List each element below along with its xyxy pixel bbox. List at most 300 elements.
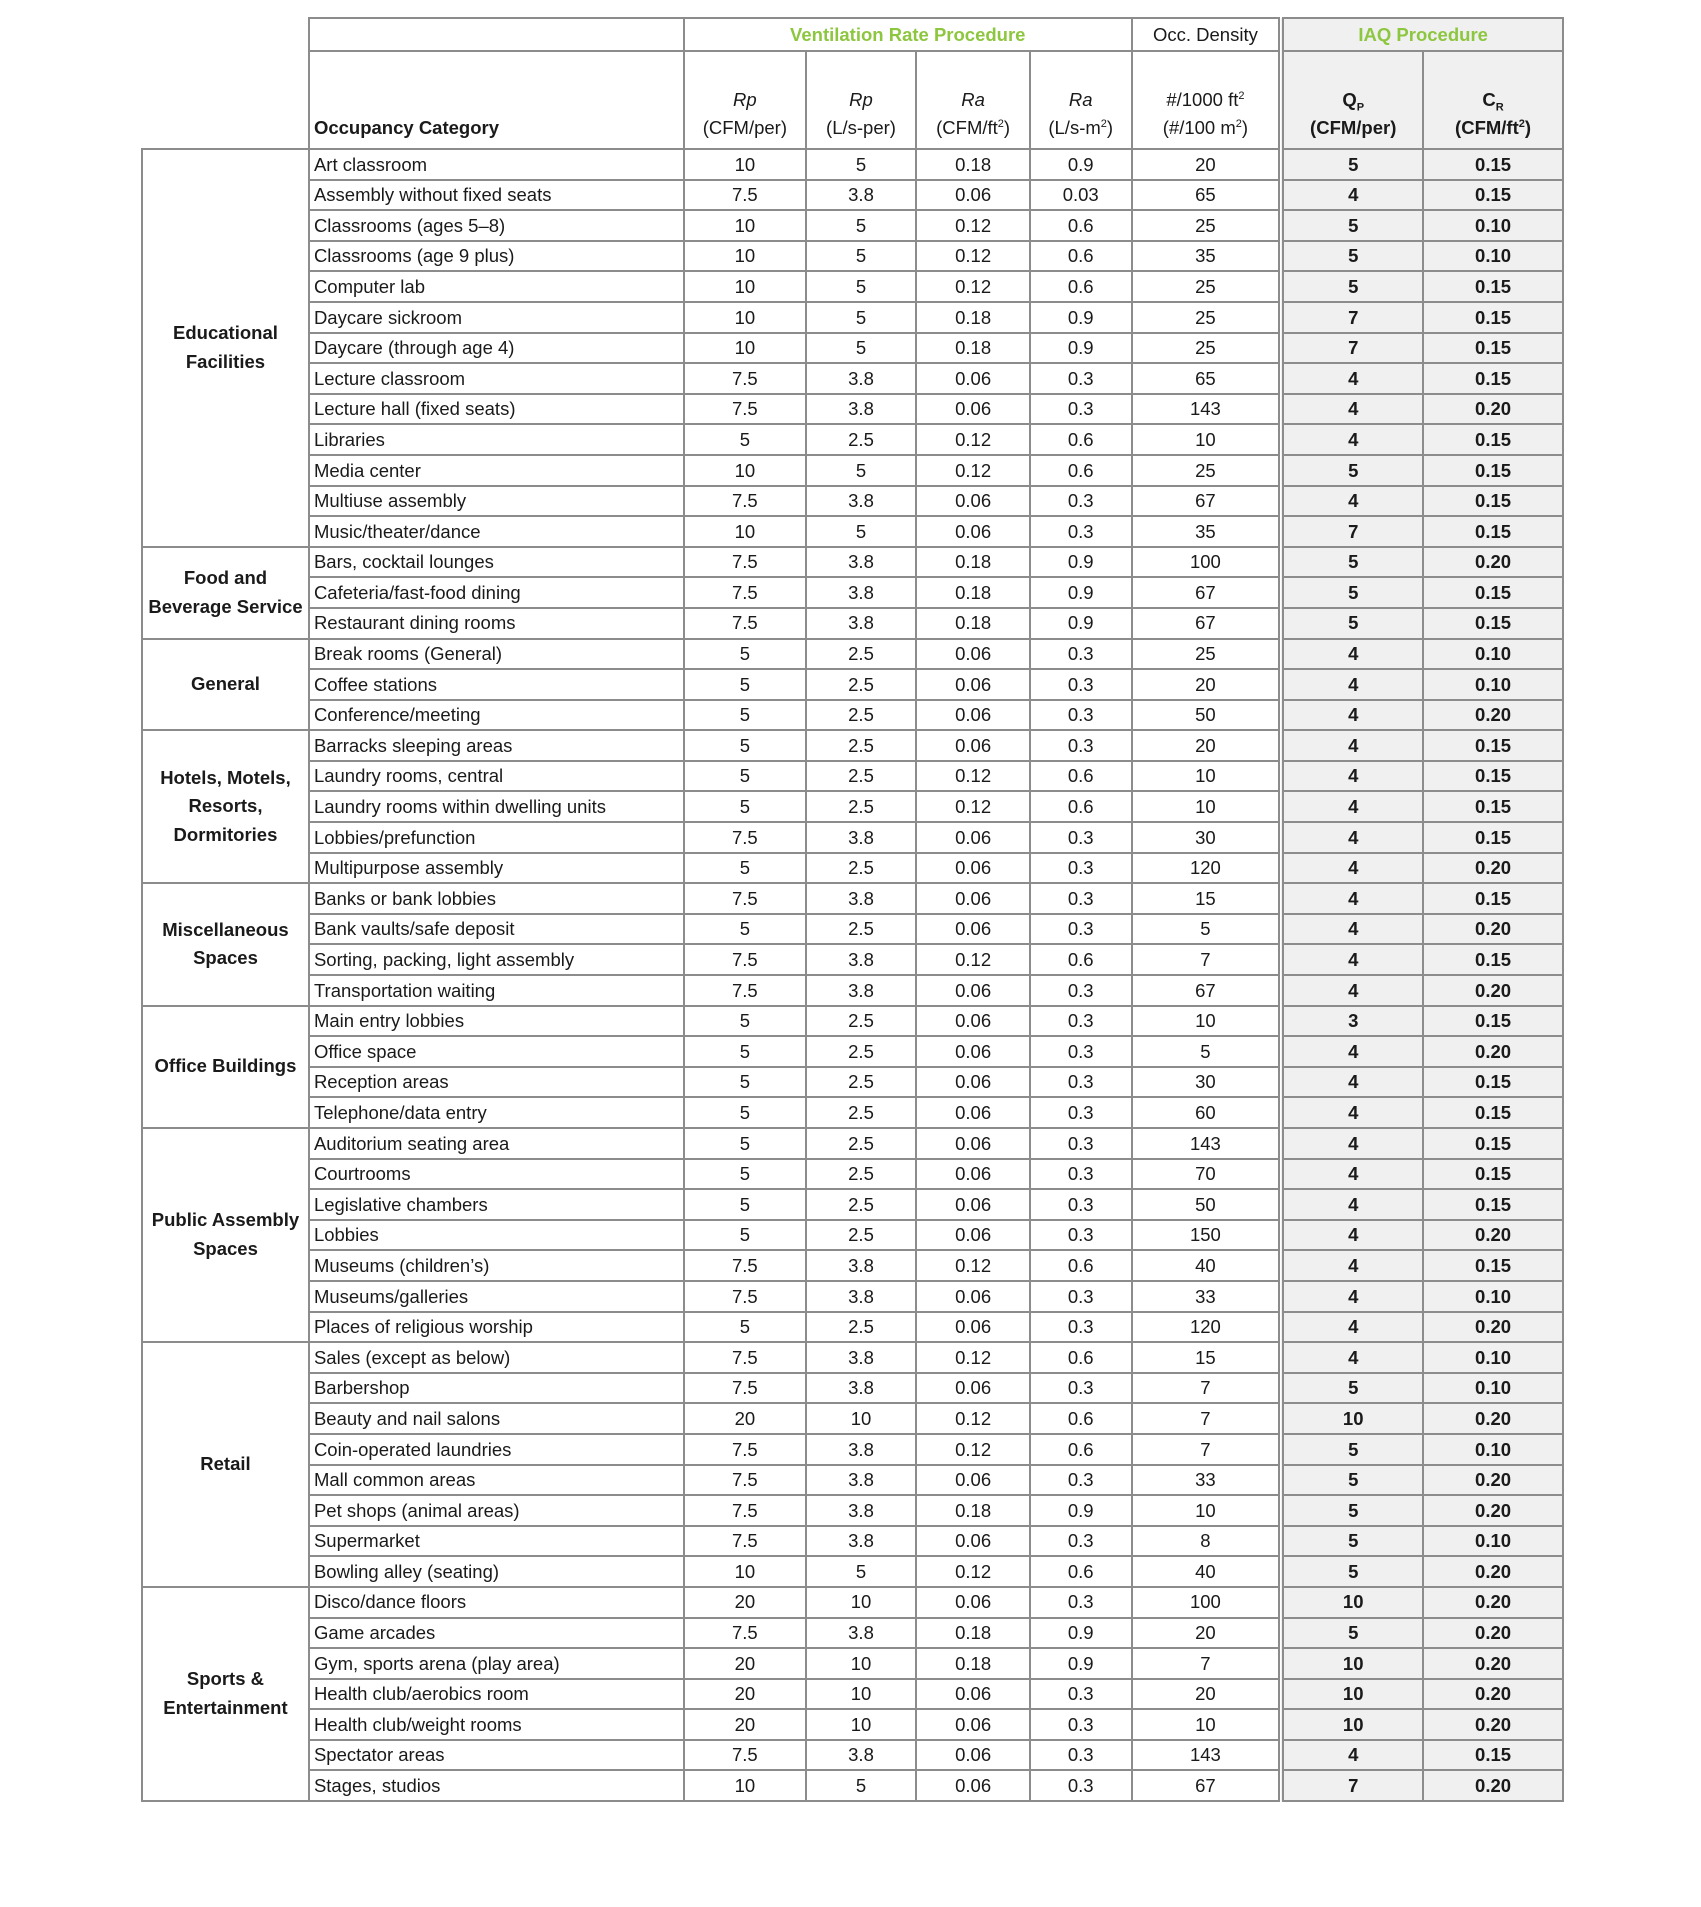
ra-ls-cell: 0.9: [1030, 302, 1132, 333]
ra-ls-cell: 0.3: [1030, 1373, 1132, 1404]
ra-ls-cell: 0.3: [1030, 975, 1132, 1006]
ra-cfm-cell: 0.06: [916, 1281, 1030, 1312]
rp-cfm-cell: 7.5: [684, 547, 806, 578]
ra-ls-cell: 0.3: [1030, 1067, 1132, 1098]
occupancy-name: Assembly without fixed seats: [309, 180, 684, 211]
rp-symbol: Rp: [733, 88, 757, 110]
occupancy-name: Museums (children’s): [309, 1250, 684, 1281]
qp-cell: 4: [1281, 853, 1423, 884]
density-cell: 10: [1132, 424, 1282, 455]
cr-tail: ): [1524, 117, 1532, 139]
ra-ls-cell: 0.3: [1030, 1036, 1132, 1067]
rp-cfm-cell: 10: [684, 210, 806, 241]
ra-cfm-cell: 0.12: [916, 210, 1030, 241]
qp-unit: (CFM/per): [1310, 117, 1397, 139]
cr-cell: 0.10: [1423, 210, 1563, 241]
rp-ls-cell: 3.8: [806, 822, 917, 853]
ra-ls-cell: 0.3: [1030, 486, 1132, 517]
table-row: [142, 333, 1563, 364]
qp-cell: 4: [1281, 1097, 1423, 1128]
table-row: [142, 1312, 1563, 1343]
occupancy-name: Lobbies/prefunction: [309, 822, 684, 853]
qp-cell: 4: [1281, 1036, 1423, 1067]
occupancy-category-header: Occupancy Category: [309, 51, 684, 149]
density-cell: 30: [1132, 822, 1282, 853]
category-group-label: Food and Beverage Service: [142, 547, 309, 639]
density-line2: (#/100 m: [1162, 117, 1236, 139]
occupancy-name: Laundry rooms, central: [309, 761, 684, 792]
occupancy-name: Restaurant dining rooms: [309, 608, 684, 639]
density-line2-sup: 2: [1235, 118, 1242, 131]
cr-cell: 0.10: [1423, 1373, 1563, 1404]
rp-ls-cell: 5: [806, 455, 917, 486]
table-row: [142, 1434, 1563, 1465]
rp-cfm-cell: 7.5: [684, 180, 806, 211]
qp-cell: 5: [1281, 241, 1423, 272]
occupancy-name: Gym, sports arena (play area): [309, 1648, 684, 1679]
qp-cell: 5: [1281, 547, 1423, 578]
qp-cell: 5: [1281, 1526, 1423, 1557]
cr-cell: 0.15: [1423, 424, 1563, 455]
qp-cell: 4: [1281, 700, 1423, 731]
rp-ls-cell: 5: [806, 333, 917, 364]
density-cell: 70: [1132, 1159, 1282, 1190]
rp-ls-cell: 10: [806, 1587, 917, 1618]
ra-ls-cell: 0.9: [1030, 1618, 1132, 1649]
qp-cell: 4: [1281, 975, 1423, 1006]
ra-ls-cell: 0.9: [1030, 608, 1132, 639]
ra-cfm-cell: 0.06: [916, 1770, 1030, 1801]
density-cell: 10: [1132, 1495, 1282, 1526]
occupancy-name: Art classroom: [309, 149, 684, 180]
rp-ls-cell: 3.8: [806, 1250, 917, 1281]
cr-cell: 0.20: [1423, 1036, 1563, 1067]
density-cell: 20: [1132, 1618, 1282, 1649]
ra-ls-cell: 0.3: [1030, 853, 1132, 884]
rp-cfm-cell: 5: [684, 1220, 806, 1251]
ra-symbol: Ra: [961, 88, 985, 110]
rp-cfm-cell: 10: [684, 241, 806, 272]
category-group-label: Office Buildings: [142, 1006, 309, 1128]
rp-ls-cell: 5: [806, 1770, 917, 1801]
qp-cell: 10: [1281, 1587, 1423, 1618]
table-row: [142, 975, 1563, 1006]
cr-cell: 0.15: [1423, 791, 1563, 822]
ra-cfm-cell: 0.12: [916, 455, 1030, 486]
ra-cfm-cell: 0.06: [916, 822, 1030, 853]
table-row: [142, 1618, 1563, 1649]
blank-corner: [142, 18, 309, 149]
category-group-label: Retail: [142, 1342, 309, 1587]
occupancy-name: Coffee stations: [309, 669, 684, 700]
table-row: [142, 1189, 1563, 1220]
ra-ls-cell: 0.3: [1030, 394, 1132, 425]
rp-ls-cell: 3.8: [806, 1281, 917, 1312]
rp-ls-cell: 2.5: [806, 669, 917, 700]
table-row: [142, 1709, 1563, 1740]
cr-cell: 0.15: [1423, 1006, 1563, 1037]
ra-ls-cell: 0.3: [1030, 822, 1132, 853]
rp-ls-cell: 10: [806, 1403, 917, 1434]
occupancy-name: Libraries: [309, 424, 684, 455]
density-cell: 7: [1132, 1403, 1282, 1434]
qp-cell: 4: [1281, 914, 1423, 945]
ra-ls-tail: ): [1106, 117, 1114, 139]
ra-ls-cell: 0.6: [1030, 271, 1132, 302]
qp-cell: 4: [1281, 486, 1423, 517]
ra-cfm-cell: 0.06: [916, 1159, 1030, 1190]
occupancy-name: Bowling alley (seating): [309, 1556, 684, 1587]
density-cell: 7: [1132, 1434, 1282, 1465]
qp-cell: 4: [1281, 791, 1423, 822]
ra-cfm-cell: 0.12: [916, 1556, 1030, 1587]
cr-cell: 0.20: [1423, 1709, 1563, 1740]
density-cell: 10: [1132, 791, 1282, 822]
qp-cell: 4: [1281, 822, 1423, 853]
rp-ls-cell: 3.8: [806, 1495, 917, 1526]
rp-cfm-cell: 5: [684, 730, 806, 761]
density-cell: 33: [1132, 1281, 1282, 1312]
ra-cfm-cell: 0.06: [916, 1312, 1030, 1343]
rp-cfm-cell: 7.5: [684, 363, 806, 394]
ra-ls-cell: 0.3: [1030, 1587, 1132, 1618]
rp-ls-cell: 3.8: [806, 975, 917, 1006]
occupancy-name: Lecture hall (fixed seats): [309, 394, 684, 425]
qp-cell: 4: [1281, 1250, 1423, 1281]
cr-cell: 0.15: [1423, 1097, 1563, 1128]
density-cell: 33: [1132, 1465, 1282, 1496]
category-group-label: Miscellaneous Spaces: [142, 883, 309, 1005]
rp-cfm-cell: 5: [684, 1036, 806, 1067]
ra-symbol: Ra: [1068, 88, 1093, 110]
ra-cfm-cell: 0.06: [916, 1036, 1030, 1067]
density-cell: 67: [1132, 608, 1282, 639]
density-cell: 25: [1132, 210, 1282, 241]
qp-cell: 4: [1281, 944, 1423, 975]
ra-cfm-cell: 0.06: [916, 1220, 1030, 1251]
density-cell: 15: [1132, 1342, 1282, 1373]
rp-cfm-cell: 10: [684, 302, 806, 333]
density-cell: 7: [1132, 1648, 1282, 1679]
occupancy-name: Bars, cocktail lounges: [309, 547, 684, 578]
table-row: [142, 791, 1563, 822]
qp-cell: 5: [1281, 210, 1423, 241]
table-row: [142, 1373, 1563, 1404]
ra-ls-cell: 0.3: [1030, 914, 1132, 945]
ra-cfm-tail: ): [1003, 117, 1011, 139]
density-cell: 60: [1132, 1097, 1282, 1128]
occupancy-name: Museums/galleries: [309, 1281, 684, 1312]
ra-ls-cell: 0.6: [1030, 210, 1132, 241]
rp-ls-cell: 3.8: [806, 944, 917, 975]
table-row: [142, 241, 1563, 272]
ra-ls-cell: 0.3: [1030, 639, 1132, 670]
cr-header: [1423, 51, 1563, 149]
ra-cfm-sup: 2: [997, 118, 1004, 131]
density-cell: 20: [1132, 669, 1282, 700]
cr-cell: 0.15: [1423, 1740, 1563, 1771]
table-row: [142, 1465, 1563, 1496]
occupancy-name: Break rooms (General): [309, 639, 684, 670]
ra-cfm-cell: 0.06: [916, 853, 1030, 884]
table-row: [142, 1128, 1563, 1159]
ra-cfm-cell: 0.06: [916, 1679, 1030, 1710]
cr-cell: 0.15: [1423, 1128, 1563, 1159]
table-row: [142, 302, 1563, 333]
ra-cfm-cell: 0.06: [916, 1067, 1030, 1098]
ra-cfm-cell: 0.06: [916, 914, 1030, 945]
cr-sup: 2: [1518, 118, 1525, 131]
cr-cell: 0.10: [1423, 1281, 1563, 1312]
rp-cfm-cell: 7.5: [684, 1281, 806, 1312]
density-cell: 35: [1132, 241, 1282, 272]
rp-ls-cell: 10: [806, 1648, 917, 1679]
table-row: [142, 1495, 1563, 1526]
ra-ls-unit: (L/s-m: [1048, 117, 1101, 139]
ra-cfm-cell: 0.18: [916, 547, 1030, 578]
ra-cfm-cell: 0.18: [916, 333, 1030, 364]
table-row: [142, 1159, 1563, 1190]
occupancy-name: Telephone/data entry: [309, 1097, 684, 1128]
qp-cell: 10: [1281, 1679, 1423, 1710]
table-row: [142, 1006, 1563, 1037]
occ-density-header: Occ. Density: [1132, 18, 1282, 51]
cr-cell: 0.10: [1423, 241, 1563, 272]
table-row: [142, 1770, 1563, 1801]
density-cell: 15: [1132, 883, 1282, 914]
table-row: [142, 1679, 1563, 1710]
density-cell: 5: [1132, 914, 1282, 945]
qp-cell: 4: [1281, 1312, 1423, 1343]
qp-cell: 4: [1281, 1281, 1423, 1312]
rp-ls-cell: 3.8: [806, 1618, 917, 1649]
qp-cell: 7: [1281, 1770, 1423, 1801]
cr-cell: 0.10: [1423, 639, 1563, 670]
rp-cfm-cell: 5: [684, 1312, 806, 1343]
rp-ls-cell: 2.5: [806, 700, 917, 731]
rp-cfm-cell: 5: [684, 1159, 806, 1190]
rp-symbol: Rp: [849, 88, 873, 110]
rp-ls-cell: 5: [806, 241, 917, 272]
ra-ls-cell: 0.3: [1030, 883, 1132, 914]
category-group-label: General: [142, 639, 309, 731]
qp-cell: 10: [1281, 1709, 1423, 1740]
rp-cfm-cell: 7.5: [684, 1740, 806, 1771]
table-row: [142, 914, 1563, 945]
rp-ls-cell: 2.5: [806, 424, 917, 455]
cr-cell: 0.15: [1423, 333, 1563, 364]
ra-ls-cell: 0.3: [1030, 669, 1132, 700]
occupancy-name: Supermarket: [309, 1526, 684, 1557]
table-row: [142, 1556, 1563, 1587]
ra-ls-cell: 0.3: [1030, 1740, 1132, 1771]
occupancy-name: Courtrooms: [309, 1159, 684, 1190]
rp-ls-cell: 3.8: [806, 1465, 917, 1496]
occupancy-name: Conference/meeting: [309, 700, 684, 731]
ra-ls-cell: 0.3: [1030, 1189, 1132, 1220]
ra-cfm-cell: 0.18: [916, 1495, 1030, 1526]
qp-cell: 7: [1281, 302, 1423, 333]
cr-cell: 0.15: [1423, 1189, 1563, 1220]
ra-ls-cell: 0.6: [1030, 1250, 1132, 1281]
rp-ls-cell: 5: [806, 210, 917, 241]
table-row: [142, 1403, 1563, 1434]
qp-cell: 5: [1281, 1465, 1423, 1496]
table-row: [142, 1342, 1563, 1373]
rp-ls-cell: 2.5: [806, 761, 917, 792]
table-row: [142, 455, 1563, 486]
occupancy-name: Transportation waiting: [309, 975, 684, 1006]
qp-cell: 5: [1281, 149, 1423, 180]
rp-ls-cell: 3.8: [806, 1373, 917, 1404]
qp-cell: 4: [1281, 1740, 1423, 1771]
table-row: [142, 639, 1563, 670]
rp-ls-cell: 2.5: [806, 791, 917, 822]
cr-cell: 0.15: [1423, 1159, 1563, 1190]
rp-ls-unit: (L/s-per): [826, 117, 896, 139]
ra-cfm-cell: 0.06: [916, 1189, 1030, 1220]
occupancy-name: Sorting, packing, light assembly: [309, 944, 684, 975]
qp-cell: 4: [1281, 394, 1423, 425]
cr-cell: 0.20: [1423, 1556, 1563, 1587]
rp-ls-cell: 2.5: [806, 1006, 917, 1037]
table-row: [142, 944, 1563, 975]
vrp-header: Ventilation Rate Procedure: [684, 18, 1131, 51]
cr-sub: R: [1495, 101, 1504, 114]
occupancy-name: Pet shops (animal areas): [309, 1495, 684, 1526]
qp-cell: 4: [1281, 1159, 1423, 1190]
table-row: [142, 424, 1563, 455]
cr-cell: 0.20: [1423, 700, 1563, 731]
ra-cfm-cell: 0.06: [916, 1740, 1030, 1771]
ra-ls-cell: 0.3: [1030, 1220, 1132, 1251]
rp-cfm-cell: 7.5: [684, 1342, 806, 1373]
ra-ls-cell: 0.3: [1030, 1281, 1132, 1312]
rp-ls-cell: 3.8: [806, 577, 917, 608]
occupancy-name: Spectator areas: [309, 1740, 684, 1771]
ra-cfm-cell: 0.12: [916, 1403, 1030, 1434]
rp-cfm-cell: 7.5: [684, 1618, 806, 1649]
rp-ls-cell: 3.8: [806, 486, 917, 517]
rp-cfm-cell: 5: [684, 424, 806, 455]
rp-ls-cell: 5: [806, 516, 917, 547]
qp-cell: 4: [1281, 1220, 1423, 1251]
ra-ls-cell: 0.6: [1030, 241, 1132, 272]
rp-ls-cell: 3.8: [806, 1526, 917, 1557]
occupancy-name: Sales (except as below): [309, 1342, 684, 1373]
rp-cfm-cell: 7.5: [684, 944, 806, 975]
cr-cell: 0.20: [1423, 1403, 1563, 1434]
ra-ls-cell: 0.3: [1030, 1128, 1132, 1159]
occupancy-name: Stages, studios: [309, 1770, 684, 1801]
occupancy-name: Mall common areas: [309, 1465, 684, 1496]
rp-ls-cell: 2.5: [806, 1036, 917, 1067]
occupancy-name: Health club/weight rooms: [309, 1709, 684, 1740]
ra-cfm-cell: 0.12: [916, 791, 1030, 822]
cr-cell: 0.10: [1423, 1526, 1563, 1557]
ra-cfm-unit: (CFM/ft: [936, 117, 998, 139]
qp-cell: 5: [1281, 608, 1423, 639]
occupancy-name: Classrooms (ages 5–8): [309, 210, 684, 241]
occupancy-name: Music/theater/dance: [309, 516, 684, 547]
qp-cell: 4: [1281, 1189, 1423, 1220]
cr-cell: 0.20: [1423, 394, 1563, 425]
ra-ls-cell: 0.3: [1030, 1709, 1132, 1740]
ra-ls-cell: 0.6: [1030, 1556, 1132, 1587]
rp-ls-cell: 3.8: [806, 363, 917, 394]
density-cell: 5: [1132, 1036, 1282, 1067]
ra-ls-cell: 0.6: [1030, 1342, 1132, 1373]
occupancy-name: Classrooms (age 9 plus): [309, 241, 684, 272]
ra-cfm-cell: 0.18: [916, 1648, 1030, 1679]
qp-cell: 5: [1281, 1618, 1423, 1649]
rp-cfm-cell: 10: [684, 516, 806, 547]
rp-ls-cell: 3.8: [806, 547, 917, 578]
rp-ls-cell: 2.5: [806, 730, 917, 761]
density-cell: 25: [1132, 302, 1282, 333]
ra-cfm-cell: 0.06: [916, 730, 1030, 761]
ra-cfm-cell: 0.12: [916, 241, 1030, 272]
table-row: [142, 486, 1563, 517]
density-cell: 67: [1132, 1770, 1282, 1801]
occupancy-name: Main entry lobbies: [309, 1006, 684, 1037]
cr-cell: 0.20: [1423, 853, 1563, 884]
rp-cfm-cell: 7.5: [684, 608, 806, 639]
cr-cell: 0.20: [1423, 1679, 1563, 1710]
rp-cfm-header: [684, 51, 806, 149]
ra-ls-cell: 0.9: [1030, 577, 1132, 608]
density-cell: 10: [1132, 1006, 1282, 1037]
ra-cfm-cell: 0.12: [916, 1250, 1030, 1281]
header-row-1: [142, 18, 1563, 51]
density-cell: 50: [1132, 1189, 1282, 1220]
qp-cell: 5: [1281, 577, 1423, 608]
table-row: [142, 608, 1563, 639]
ra-cfm-cell: 0.06: [916, 883, 1030, 914]
occupancy-name: Daycare sickroom: [309, 302, 684, 333]
occupancy-name: Laundry rooms within dwelling units: [309, 791, 684, 822]
ra-cfm-cell: 0.12: [916, 1434, 1030, 1465]
rp-ls-cell: 3.8: [806, 394, 917, 425]
ra-ls-cell: 0.9: [1030, 1495, 1132, 1526]
ra-ls-cell: 0.3: [1030, 1097, 1132, 1128]
qp-symbol: Q: [1342, 88, 1357, 110]
rp-cfm-cell: 5: [684, 1189, 806, 1220]
table-row: [142, 669, 1563, 700]
ra-ls-cell: 0.6: [1030, 944, 1132, 975]
category-group-label: Hotels, Motels, Resorts, Dormitories: [142, 730, 309, 883]
ra-ls-cell: 0.3: [1030, 1465, 1132, 1496]
rp-ls-cell: 5: [806, 1556, 917, 1587]
rp-ls-header: [806, 51, 917, 149]
table-row: [142, 394, 1563, 425]
rp-ls-cell: 2.5: [806, 1067, 917, 1098]
qp-cell: 4: [1281, 639, 1423, 670]
occupancy-name: Places of religious worship: [309, 1312, 684, 1343]
cr-cell: 0.15: [1423, 180, 1563, 211]
category-group-label: Sports & Entertainment: [142, 1587, 309, 1801]
cr-cell: 0.15: [1423, 302, 1563, 333]
density-cell: 100: [1132, 1587, 1282, 1618]
density-cell: 40: [1132, 1556, 1282, 1587]
rp-ls-cell: 5: [806, 149, 917, 180]
ventilation-rates-table: [141, 17, 1564, 1802]
rp-cfm-cell: 7.5: [684, 1526, 806, 1557]
qp-cell: 4: [1281, 1067, 1423, 1098]
rp-cfm-unit: (CFM/per): [702, 117, 787, 139]
density-header: [1132, 51, 1282, 149]
table-row: [142, 363, 1563, 394]
